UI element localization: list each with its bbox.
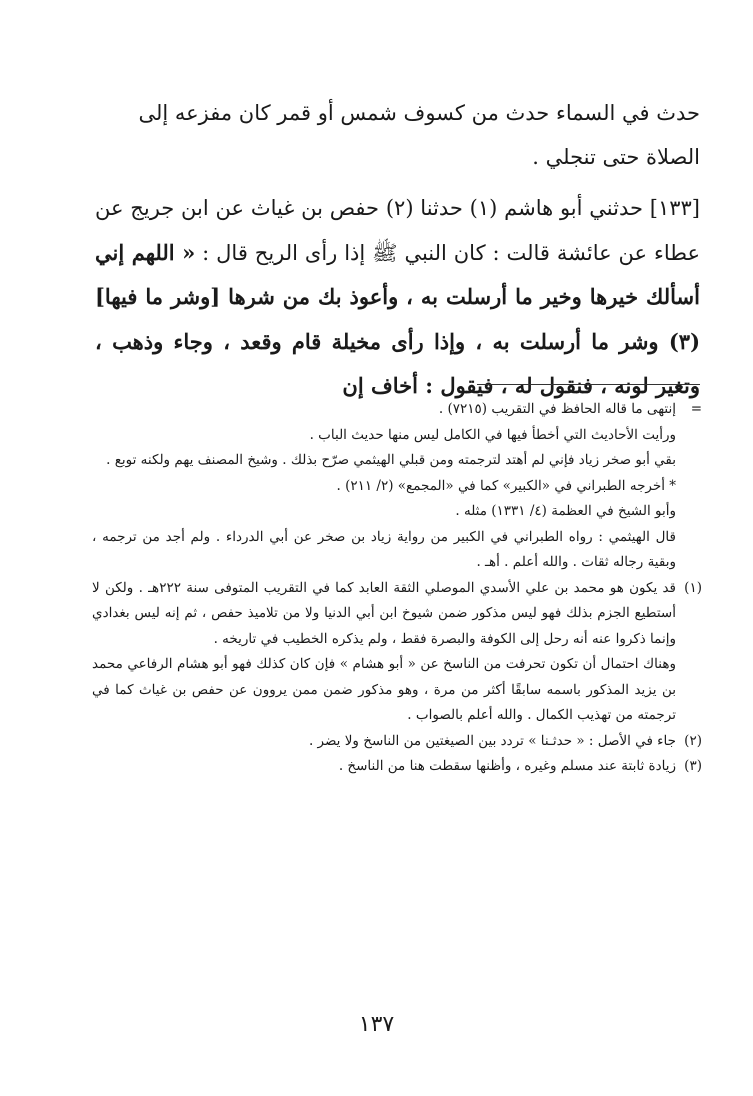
footnote-text: قد يكون هو محمد بن علي الأسدي الموصلي الثقة العابد كما في التقريب المتوفى سنة ٢٢٢هـ . ولكن لا أستطيع الجزم بذلك فهو ليس مذكور ضمن شيوخ ابن أبي الدنيا ولا من تلاميذ حفص ، ثم إنه ليس بغدادي وإنما ذكروا عنه أنه رحل إلى الكوفة والبصرة فقط ، ولم يذكره الخطيب في تاريخه . bbox=[92, 579, 676, 647]
footnote-mark: (١) bbox=[684, 579, 702, 596]
hadith-paragraph bbox=[95, 187, 700, 409]
footnote bbox=[92, 499, 704, 525]
hadith-intro: [١٣٣] حدثني أبو هاشم (١) حدثنا (٢) حفص بن غياث عن ابن جريج عن عطاء عن عائشة قالت : كان النبي ﷺ إذا رأى الريح قال : bbox=[95, 196, 700, 265]
footnote-text: قال الهيثمي : رواه الطبراني في الكبير من رواية زياد بن صخر عن أبي الدرداء . ولم أجد من ترجمه ، وبقية رجاله ثقات . والله أعلم . أهـ . bbox=[92, 528, 676, 570]
footnote-text: وهناك احتمال أن تكون تحرفت من الناسخ عن « أبو هشام » فإن كان كذلك فهو أبو هشام الرفاعي محمد بن يزيد المذكور باسمه سابقًا أكثر من مرة ، وهو مذكور ضمن ممن يروون عن حفص بن غياث كما في ترجمته من تهذيب الكمال . والله أعلم بالصواب . bbox=[92, 656, 676, 723]
footnote-mark: (٣) bbox=[684, 758, 702, 774]
hadith-text: « اللهم إني أسألك خيرها وخير ما أرسلت به ، وأعوذ بك من شرها [وشر ما فيها] (٣) وشر ما أرسلت به ، وإذا رأى مخيلة قام وقعد ، وجاء وذهب ، وتغير لونه ، فنقول له ، فيقول : أخاف إن bbox=[95, 239, 700, 398]
footnote bbox=[92, 397, 704, 423]
main-line-1: حدث في السماء حدث من كسوف شمس أو قمر كان مفزعه إلى bbox=[138, 101, 700, 125]
footnote bbox=[92, 754, 704, 780]
footnote bbox=[92, 525, 704, 576]
main-line-2: الصلاة حتى تنجلي . bbox=[532, 144, 700, 169]
footnote bbox=[92, 576, 704, 653]
footnote-text: زيادة ثابتة عند مسلم وغيره ، وأظنها سقطت هنا من الناسخ . bbox=[338, 758, 676, 774]
footnote bbox=[92, 729, 704, 755]
footnote bbox=[92, 448, 704, 474]
footnote-text: إنتهى ما قاله الحافظ في التقريب (٧٢١٥) . bbox=[438, 401, 676, 417]
footnote-text: بقي أبو صخر زياد فإني لم أهتد لترجمته ومن قبلي الهيثمي صرّح بذلك . وشيخ المصنف يهم ولكنه توبع . bbox=[106, 452, 676, 468]
footnote bbox=[92, 474, 704, 500]
footnote-text: وأبو الشيخ في العظمة (٤/ ١٣٣١) مثله . bbox=[455, 503, 676, 519]
footnote-mark: = bbox=[690, 401, 702, 417]
footnote-mark: (٢) bbox=[684, 732, 702, 749]
footnote-divider bbox=[477, 384, 700, 385]
page-number: ١٣٧ bbox=[358, 1012, 395, 1037]
footnote-text: جاء في الأصل : « حدثـنا » تردد بين الصيغتين من الناسخ ولا يضر . bbox=[308, 732, 676, 749]
main-text bbox=[95, 92, 700, 409]
footnotes bbox=[92, 397, 704, 780]
footnote bbox=[92, 652, 704, 729]
footnote bbox=[92, 423, 704, 449]
footnote-text: ورأيت الأحاديث التي أخطأ فيها في الكامل ليس منها حديث الباب . bbox=[309, 426, 676, 443]
footnote-text: * أخرجه الطبراني في «الكبير» كما في «المجمع» (٢/ ٢١١) . bbox=[336, 477, 676, 494]
